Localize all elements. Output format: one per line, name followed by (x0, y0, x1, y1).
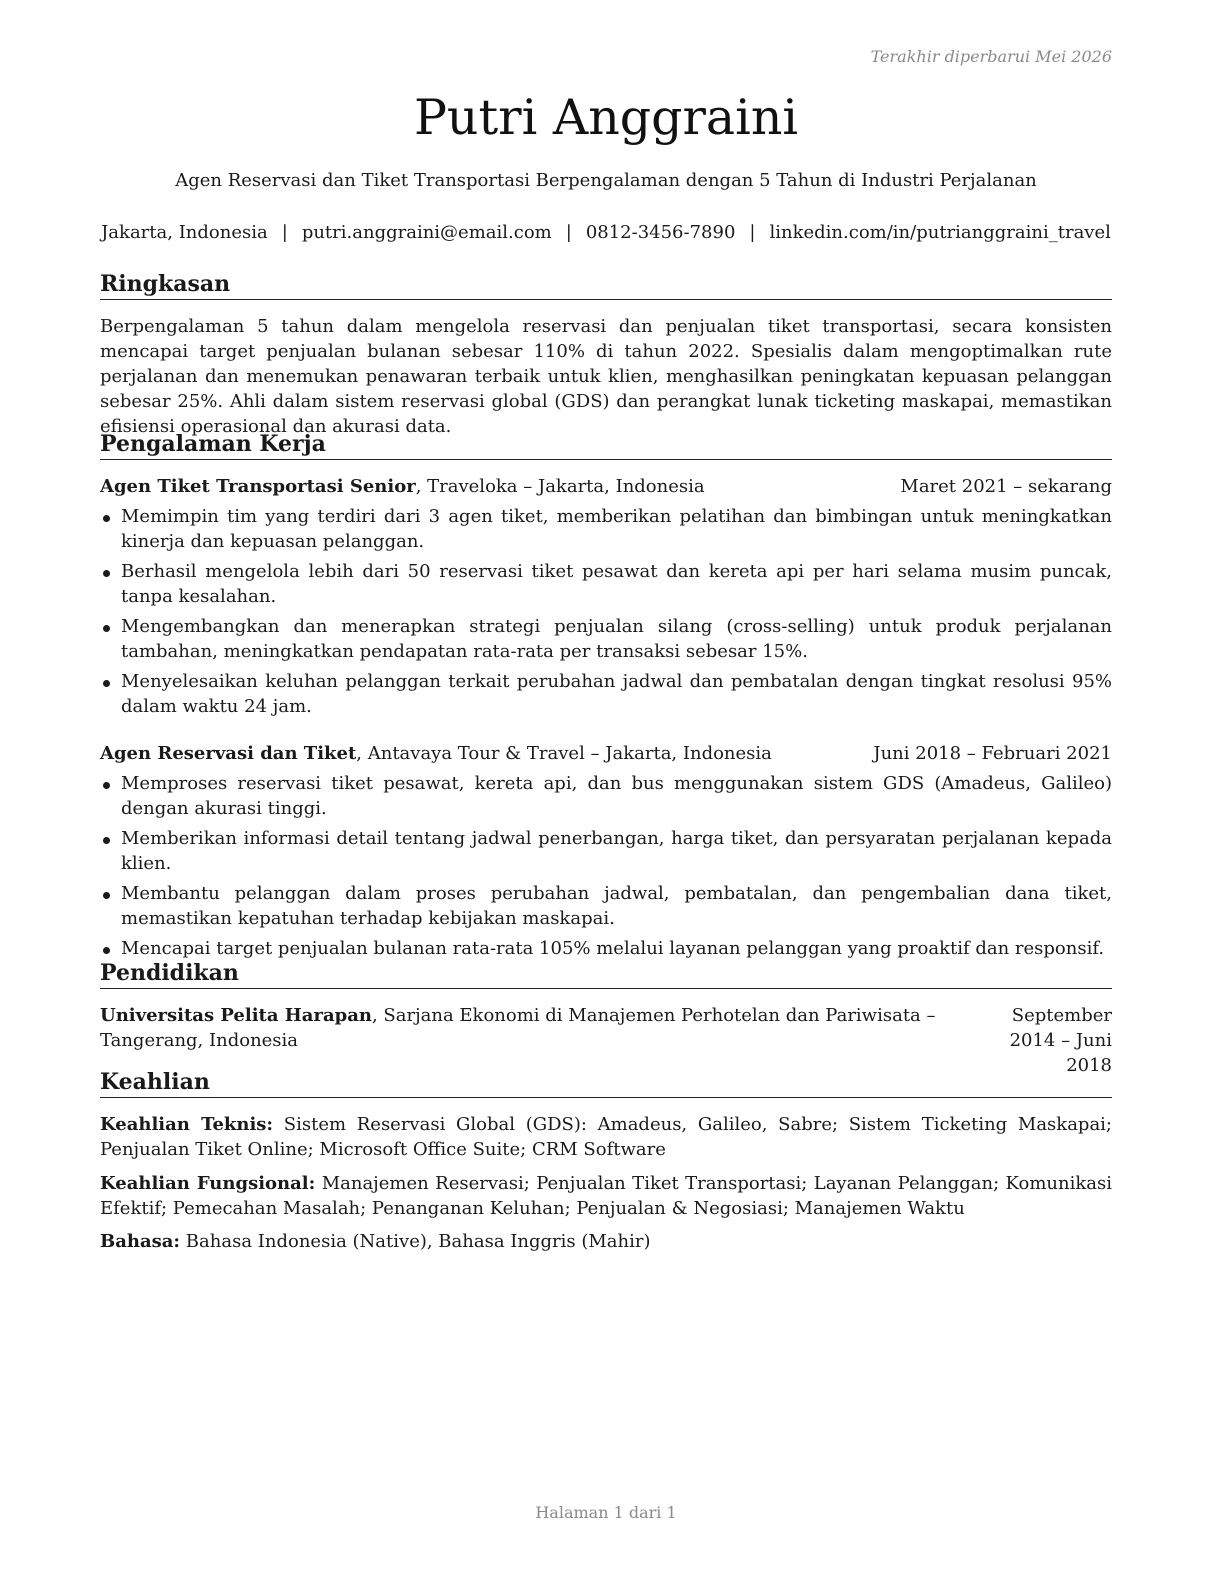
contact-separator: | (749, 222, 756, 243)
list-item (100, 881, 1112, 931)
skill-languages (100, 1229, 1112, 1254)
job-company: , Traveloka – Jakarta, Indonesia (415, 476, 705, 497)
bullet-icon (103, 947, 110, 954)
job-title-company (100, 474, 705, 499)
job-role: Agen Reservasi dan Tiket (100, 743, 357, 764)
bullet-text: Berhasil mengelola lebih dari 50 reservasi tiket pesawat dan kereta api per hari selama musim puncak, tanpa kesalahan. (121, 561, 1112, 607)
section-title-education: Pendidikan (100, 959, 1112, 989)
education-school: Universitas Pelita Harapan (100, 1005, 372, 1026)
last-updated-note: Terakhir diperbarui Mei 2026 (870, 47, 1112, 66)
job-title-company (100, 741, 772, 766)
skill-text: Sistem Reservasi Global (GDS): Amadeus, Galileo, Sabre; Sistem Ticketing Maskapai; Penjualan Tiket Online; Microsoft Office Suite; CRM Software (100, 1114, 1113, 1160)
skill-functional (100, 1171, 1112, 1221)
candidate-headline: Agen Reservasi dan Tiket Transportasi Berpengalaman dengan 5 Tahun di Industri Perjalanan (175, 170, 1037, 191)
job-dates: Juni 2018 – Februari 2021 (873, 743, 1112, 764)
bullet-text: Memberikan informasi detail tentang jadwal penerbangan, harga tiket, dan persyaratan perjalanan kepada klien. (121, 828, 1112, 874)
page-number: Halaman 1 dari 1 (535, 1503, 677, 1522)
contact-linkedin[interactable]: linkedin.com/in/putrianggraini_travel (769, 222, 1111, 243)
contact-line (90, 220, 1122, 245)
skill-label: Keahlian Teknis: (100, 1114, 274, 1135)
skill-text: Bahasa Indonesia (Native), Bahasa Inggris (Mahir) (180, 1231, 651, 1252)
contact-separator: | (281, 222, 288, 243)
job-header (100, 741, 1112, 766)
bullet-icon (103, 570, 110, 577)
job-company: , Antavaya Tour & Travel – Jakarta, Indonesia (356, 743, 772, 764)
bullet-text: Mencapai target penjualan bulanan rata-rata 105% melalui layanan pelanggan yang proaktif dan responsif. (121, 938, 1105, 959)
bullet-icon (103, 837, 110, 844)
job-role: Agen Tiket Transportasi Senior (100, 476, 416, 497)
list-item (100, 771, 1112, 821)
section-title-summary: Ringkasan (100, 270, 1112, 300)
education-dates: September 2014 – Juni 2018 (1009, 1005, 1112, 1076)
contact-separator: | (565, 222, 572, 243)
resume-page (100, 0, 1112, 1584)
bullet-icon (103, 515, 110, 522)
bullet-text: Memimpin tim yang terdiri dari 3 agen tiket, memberikan pelatihan dan bimbingan untuk meningkatkan kinerja dan kepuasan pelanggan. (121, 506, 1112, 552)
bullet-icon (103, 680, 110, 687)
bullet-icon (103, 782, 110, 789)
job-bullets (100, 504, 1112, 724)
list-item (100, 614, 1112, 664)
job-bullets (100, 771, 1112, 966)
job-dates: Maret 2021 – sekarang (900, 476, 1112, 497)
bullet-text: Mengembangkan dan menerapkan strategi penjualan silang (cross-selling) untuk produk perjalanan tambahan, meningkatkan pendapatan rata-rata per transaksi sebesar 15%. (121, 616, 1112, 662)
list-item (100, 559, 1112, 609)
contact-email[interactable]: putri.anggraini@email.com (301, 222, 552, 243)
summary-text: Berpengalaman 5 tahun dalam mengelola reservasi dan penjualan tiket transportasi, secara konsisten mencapai target penjualan bulanan sebesar 110% di tahun 2022. Spesialis dalam mengoptimalkan rute perjalanan dan menemukan penawaran terbaik untuk klien, menghasilkan peningkatan kepuasan pelanggan sebesar 25%. Ahli dalam sistem reservasi global (GDS) dan perangkat lunak ticketing maskapai, memastikan efisiensi operasional dan akurasi data. (100, 316, 1112, 437)
contact-phone: 0812-3456-7890 (585, 222, 736, 243)
education-degree: , Sarjana Ekonomi di Manajemen Perhotelan dan Pariwisata – Tangerang, Indonesia (100, 1005, 936, 1051)
bullet-text: Membantu pelanggan dalam proses perubahan jadwal, pembatalan, dan pengembalian dana tiket, memastikan kepatuhan terhadap kebijakan maskapai. (121, 883, 1112, 929)
bullet-text: Menyelesaikan keluhan pelanggan terkait perubahan jadwal dan pembatalan dengan tingkat resolusi 95% dalam waktu 24 jam. (121, 671, 1112, 717)
section-title-skills: Keahlian (100, 1068, 1112, 1098)
bullet-text: Memproses reservasi tiket pesawat, kereta api, dan bus menggunakan sistem GDS (Amadeus, Galileo) dengan akurasi tinggi. (121, 773, 1112, 819)
candidate-name: Putri Anggraini (413, 89, 799, 146)
section-title-experience: Pengalaman Kerja (100, 430, 1112, 460)
bullet-icon (103, 892, 110, 899)
skill-text: Manajemen Reservasi; Penjualan Tiket Transportasi; Layanan Pelanggan; Komunikasi Efektif; Pemecahan Masalah; Penanganan Keluhan; Penjualan & Negosiasi; Manajemen Waktu (100, 1173, 1112, 1219)
list-item (100, 669, 1112, 719)
list-item (100, 826, 1112, 876)
skill-technical (100, 1112, 1112, 1162)
list-item (100, 504, 1112, 554)
job-header (100, 474, 1112, 499)
contact-location: Jakarta, Indonesia (101, 222, 268, 243)
education-detail (100, 1003, 980, 1053)
bullet-icon (103, 625, 110, 632)
list-item (100, 936, 1112, 961)
skill-label: Keahlian Fungsional: (100, 1173, 316, 1194)
skill-label: Bahasa: (100, 1231, 181, 1252)
